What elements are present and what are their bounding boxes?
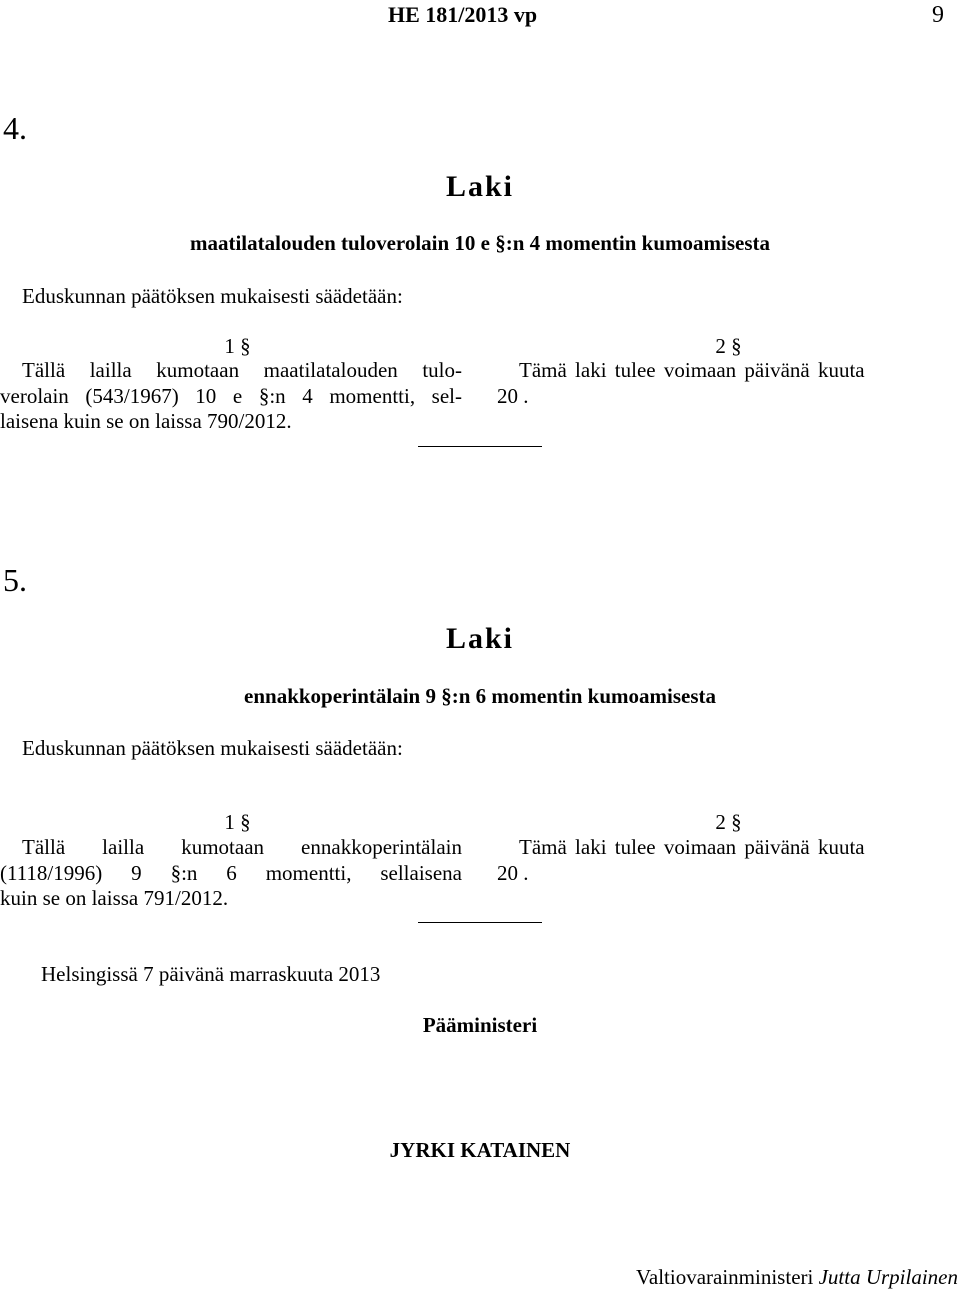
text-line: 20 .	[497, 383, 529, 408]
signatory-name: JYRKI KATAINEN	[389, 1138, 571, 1162]
law-heading: Laki	[445, 622, 515, 655]
paragraph-text	[497, 835, 960, 886]
section-divider	[418, 446, 542, 447]
signatory-title: Pääministeri	[422, 1013, 538, 1037]
document-reference: HE 181/2013 vp	[388, 2, 538, 27]
paragraph-label: 2 §	[715, 334, 742, 358]
section-divider	[418, 922, 542, 923]
law-title: maatilatalouden tuloverolain 10 e §:n 4 momentin kumoamisesta	[189, 231, 771, 255]
minister-title: Valtiovarainministeri	[636, 1265, 814, 1289]
text-line: laisena kuin se on laissa 790/2012.	[0, 409, 292, 433]
place-and-date: Helsingissä 7 päivänä marraskuuta 2013	[41, 962, 381, 986]
paragraph-text	[497, 358, 960, 409]
countersignature	[636, 1264, 958, 1290]
text-line: 20 .	[497, 860, 529, 885]
text-line: Tämä laki tulee voimaan päivänä kuuta	[519, 835, 865, 859]
law-heading: Laki	[445, 170, 515, 203]
paragraph-label: 1 §	[224, 810, 251, 834]
paragraph-text	[0, 835, 462, 912]
section-number: 4.	[3, 110, 27, 146]
text-line: (1118/1996) 9 §:n 6 momentti, sellaisena	[0, 860, 462, 885]
paragraph-label: 1 §	[224, 334, 251, 358]
text-line: Tämä laki tulee voimaan päivänä kuuta	[519, 358, 865, 382]
text-line: verolain (543/1967) 10 e §:n 4 momentti, sel-	[0, 383, 462, 408]
paragraph-label: 2 §	[715, 810, 742, 834]
text-line: Tällä lailla kumotaan ennakkoperintälain	[22, 835, 462, 859]
minister-name: Jutta Urpilainen	[818, 1265, 958, 1289]
text-line: kuin se on laissa 791/2012.	[0, 886, 229, 910]
enacting-clause: Eduskunnan päätöksen mukaisesti säädetään:	[22, 736, 403, 760]
page-number: 9	[932, 2, 944, 28]
paragraph-text	[0, 358, 462, 435]
section-number: 5.	[3, 562, 27, 598]
law-title: ennakkoperintälain 9 §:n 6 momentin kumoamisesta	[244, 684, 716, 708]
text-line: Tällä lailla kumotaan maatilatalouden tulo-	[22, 358, 462, 382]
enacting-clause: Eduskunnan päätöksen mukaisesti säädetään:	[22, 284, 403, 308]
